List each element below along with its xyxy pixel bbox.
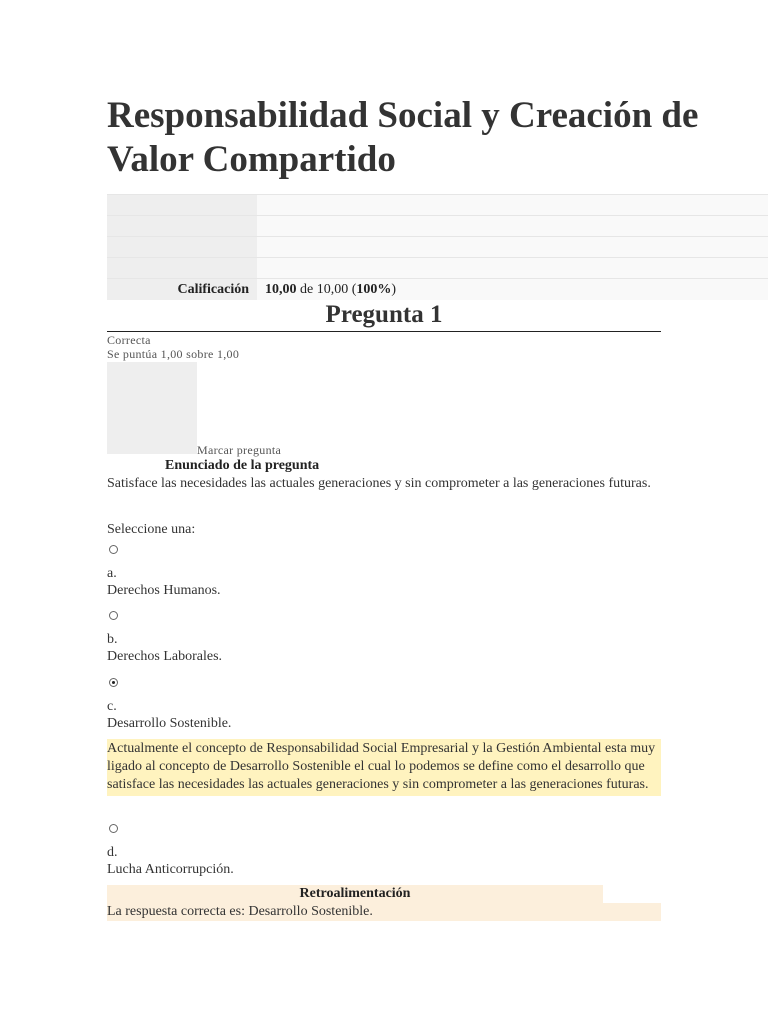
right-answer: La respuesta correcta es: Desarrollo Sostenible. [107,903,661,921]
option-b-radio[interactable] [109,611,118,620]
summary-row-header [107,258,257,278]
option-a-label[interactable]: Derechos Humanos. [107,583,221,598]
option-a-letter: a. [107,566,117,581]
summary-row [107,194,768,215]
summary-row-header [107,216,257,236]
grade-of: de 10,00 ( [296,282,357,297]
summary-row-header [107,237,257,257]
feedback-heading: Retroalimentación [107,885,603,903]
grade-score: 10,00 [265,282,297,297]
option-c-label[interactable]: Desarrollo Sostenible. [107,716,232,731]
option-c-radio[interactable] [109,678,118,687]
summary-row [107,257,768,278]
grade-close: ) [391,282,397,297]
specific-feedback: Actualmente el concepto de Responsabilidad Social Empresarial y la Gestión Ambiental esta muy ligado al concepto de Desarrollo Sostenible el cual lo podemos se define como el desarrollo que satisface las necesidades las actuales generaciones y sin comprometer a las generaciones futuras. [107,739,661,796]
question-score: Se puntúa 1,00 sobre 1,00 [107,347,240,361]
option-d-letter: d. [107,845,118,860]
select-prompt: Seleccione una: [107,522,196,537]
summary-row-value [257,237,768,257]
grade-row [107,278,768,300]
option-b-label[interactable]: Derechos Laborales. [107,649,223,664]
option-d-radio[interactable] [109,824,118,833]
summary-row-value [257,216,768,236]
option-b-letter: b. [107,632,118,647]
option-c-letter: c. [107,699,117,714]
attempt-summary-table [107,194,768,300]
summary-row-value [257,258,768,278]
question-state: Correcta [107,333,151,347]
flag-question-box[interactable] [107,362,197,454]
question-statement-label: Enunciado de la pregunta [165,458,320,473]
summary-row-header [107,195,257,215]
option-a-radio[interactable] [109,545,118,554]
summary-row [107,236,768,257]
grade-percent: 100% [356,282,392,297]
summary-row-value [257,195,768,215]
question-heading: Pregunta 1 [107,300,661,332]
summary-row [107,215,768,236]
grade-label: Calificación [107,279,257,300]
option-d-label[interactable]: Lucha Anticorrupción. [107,862,234,877]
grade-value [257,279,768,300]
flag-question-link[interactable]: Marcar pregunta [197,443,282,457]
page-title: Responsabilidad Social y Creación de Valor Compartido [107,95,699,180]
question-text: Satisface las necesidades las actuales generaciones y sin comprometer a las generaciones futuras. [107,476,651,491]
